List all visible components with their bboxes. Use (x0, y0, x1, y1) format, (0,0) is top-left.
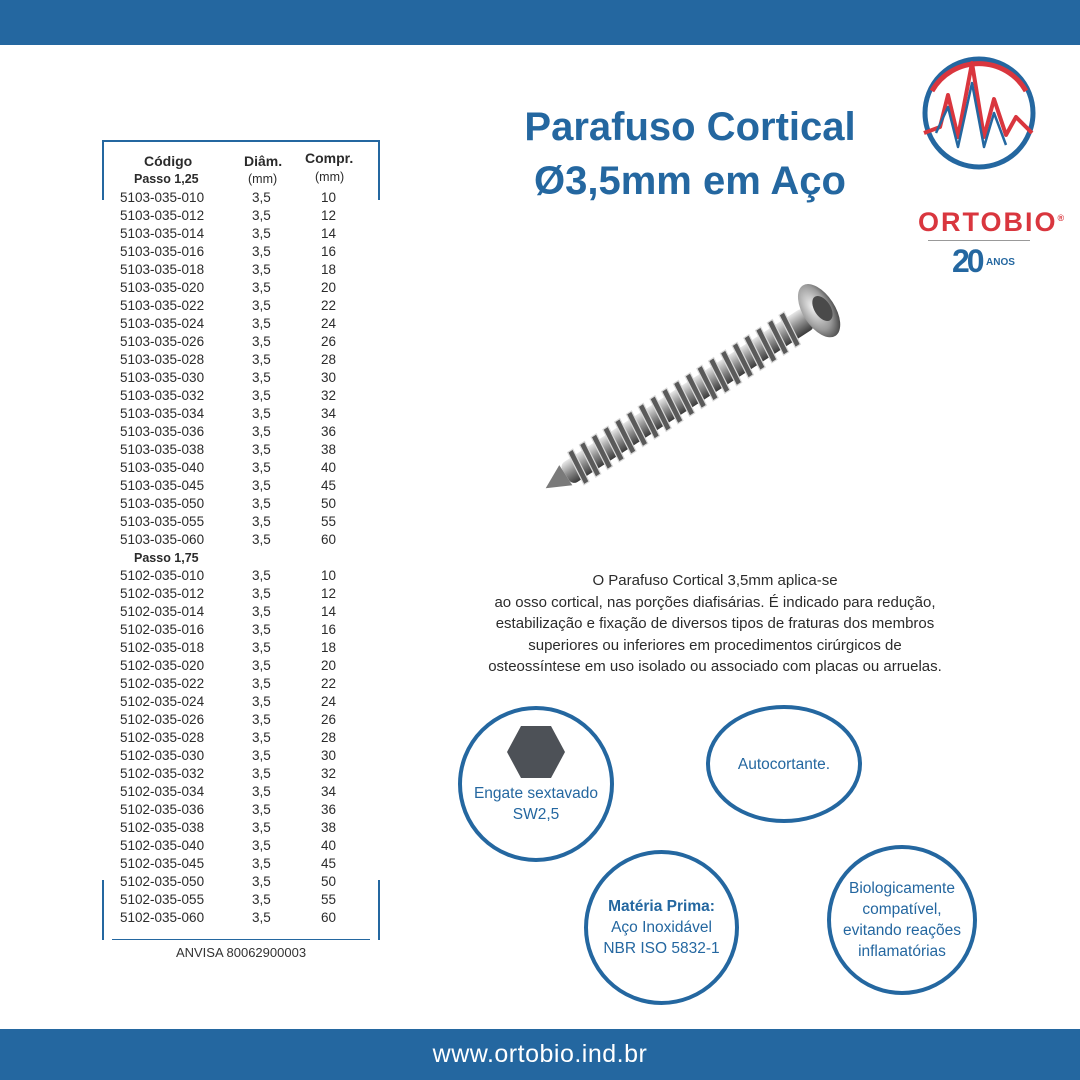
table-row (112, 567, 372, 585)
passo-2-row (112, 549, 372, 567)
passo-2: Passo 1,75 (134, 551, 199, 565)
hexagon-icon (506, 724, 566, 780)
cell-codigo: 5102-035-010 (120, 568, 205, 583)
cell-compr: 16 (321, 244, 337, 259)
cell-diam: 3,5 (252, 910, 271, 925)
table-row (112, 675, 372, 693)
cell-diam: 3,5 (252, 658, 271, 673)
cell-diam: 3,5 (252, 766, 271, 781)
cell-diam: 3,5 (252, 478, 271, 493)
table-row (112, 351, 372, 369)
cell-codigo: 5103-035-038 (120, 442, 205, 457)
table-row (112, 297, 372, 315)
ortobio-logo (918, 55, 1067, 279)
cell-codigo: 5102-035-038 (120, 820, 205, 835)
cell-diam: 3,5 (252, 802, 271, 817)
cell-codigo: 5102-035-050 (120, 874, 205, 889)
product-table (112, 150, 372, 927)
table-row (112, 477, 372, 495)
table-row (112, 315, 372, 333)
cell-compr: 26 (321, 712, 337, 727)
table-row (112, 855, 372, 873)
cell-codigo: 5102-035-040 (120, 838, 205, 853)
cell-codigo: 5103-035-050 (120, 496, 205, 511)
cell-compr: 38 (321, 442, 337, 457)
table-row (112, 585, 372, 603)
cell-compr: 26 (321, 334, 337, 349)
cell-compr: 10 (321, 568, 337, 583)
cell-codigo: 5103-035-040 (120, 460, 205, 475)
table-row (112, 837, 372, 855)
cell-diam: 3,5 (252, 280, 271, 295)
table-row (112, 531, 372, 549)
cell-codigo: 5102-035-032 (120, 766, 205, 781)
cell-diam: 3,5 (252, 262, 271, 277)
cell-compr: 34 (321, 406, 337, 421)
cell-compr: 38 (321, 820, 337, 835)
cell-diam: 3,5 (252, 586, 271, 601)
page-title (480, 100, 900, 208)
table-row (112, 261, 372, 279)
cell-diam: 3,5 (252, 190, 271, 205)
cell-compr: 18 (321, 262, 337, 277)
table-row (112, 621, 372, 639)
col-compr: Compr. (305, 150, 354, 166)
table-row (112, 783, 372, 801)
col-diam: Diâm. (244, 153, 283, 169)
cell-compr: 40 (321, 838, 337, 853)
cell-diam: 3,5 (252, 784, 271, 799)
cell-compr: 12 (321, 586, 337, 601)
cell-codigo: 5102-035-055 (120, 892, 205, 907)
cell-compr: 32 (321, 388, 337, 403)
col-codigo: Código (144, 153, 193, 169)
cell-compr: 60 (321, 910, 337, 925)
cell-diam: 3,5 (252, 568, 271, 583)
table-row (112, 513, 372, 531)
cell-compr: 24 (321, 316, 337, 331)
cell-diam: 3,5 (252, 748, 271, 763)
cell-codigo: 5103-035-024 (120, 316, 205, 331)
table-row (112, 441, 372, 459)
cell-diam: 3,5 (252, 532, 271, 547)
table-row (112, 405, 372, 423)
cell-diam: 3,5 (252, 874, 271, 889)
cell-diam: 3,5 (252, 622, 271, 637)
table-row (112, 333, 372, 351)
cell-diam: 3,5 (252, 424, 271, 439)
table-row (112, 207, 372, 225)
table-row (112, 225, 372, 243)
cell-diam: 3,5 (252, 244, 271, 259)
cell-diam: 3,5 (252, 406, 271, 421)
feature-engate: Engate sextavado SW2,5 (458, 706, 614, 862)
cell-compr: 14 (321, 226, 337, 241)
cell-compr: 18 (321, 640, 337, 655)
cell-compr: 34 (321, 784, 337, 799)
logo-wordmark: ORTOBIO® (918, 207, 1067, 237)
cell-compr: 20 (321, 280, 337, 295)
website-link[interactable]: www.ortobio.ind.br (432, 1040, 648, 1068)
cell-compr: 50 (321, 496, 337, 511)
cell-codigo: 5103-035-016 (120, 244, 205, 259)
cell-diam: 3,5 (252, 604, 271, 619)
cell-compr: 32 (321, 766, 337, 781)
cell-codigo: 5103-035-045 (120, 478, 205, 493)
screw-image (510, 258, 890, 518)
title-line-1: Parafuso Cortical (524, 105, 856, 149)
cell-codigo: 5103-035-060 (120, 532, 205, 547)
table-subheader (112, 172, 372, 189)
cell-compr: 10 (321, 190, 337, 205)
cell-codigo: 5103-035-034 (120, 406, 205, 421)
table-row (112, 819, 372, 837)
cell-diam: 3,5 (252, 334, 271, 349)
table-row (112, 891, 372, 909)
table-row (112, 657, 372, 675)
cell-codigo: 5103-035-055 (120, 514, 205, 529)
cell-diam: 3,5 (252, 496, 271, 511)
table-row (112, 279, 372, 297)
table-row (112, 243, 372, 261)
cell-compr: 28 (321, 730, 337, 745)
table-row (112, 369, 372, 387)
cell-compr: 28 (321, 352, 337, 367)
cell-codigo: 5103-035-014 (120, 226, 205, 241)
top-bar (0, 0, 1080, 45)
cell-codigo: 5102-035-036 (120, 802, 205, 817)
cell-codigo: 5102-035-045 (120, 856, 205, 871)
cell-codigo: 5103-035-020 (120, 280, 205, 295)
logo-emblem-icon (918, 55, 1040, 205)
table-row (112, 873, 372, 891)
table-row (112, 459, 372, 477)
cell-compr: 30 (321, 370, 337, 385)
footer-bar (0, 1029, 1080, 1080)
table-row (112, 909, 372, 927)
cell-compr: 22 (321, 676, 337, 691)
cell-codigo: 5102-035-022 (120, 676, 205, 691)
table-row (112, 801, 372, 819)
cell-codigo: 5102-035-034 (120, 784, 205, 799)
cell-codigo: 5103-035-036 (120, 424, 205, 439)
cell-diam: 3,5 (252, 820, 271, 835)
cell-codigo: 5102-035-016 (120, 622, 205, 637)
twenty-years-badge: 20 ANOS (952, 243, 1015, 279)
cell-diam: 3,5 (252, 298, 271, 313)
table-row (112, 747, 372, 765)
cell-compr: 22 (321, 298, 337, 313)
cell-codigo: 5103-035-022 (120, 298, 205, 313)
feature-autocortante: Autocortante. (706, 705, 862, 823)
table-row (112, 189, 372, 207)
cell-diam: 3,5 (252, 460, 271, 475)
cell-codigo: 5102-035-030 (120, 748, 205, 763)
cell-codigo: 5103-035-026 (120, 334, 205, 349)
cell-compr: 16 (321, 622, 337, 637)
cell-compr: 40 (321, 460, 337, 475)
cell-diam: 3,5 (252, 370, 271, 385)
table-row (112, 765, 372, 783)
cell-diam: 3,5 (252, 514, 271, 529)
cell-compr: 36 (321, 424, 337, 439)
table-row (112, 387, 372, 405)
cell-compr: 50 (321, 874, 337, 889)
cell-compr: 45 (321, 478, 337, 493)
title-line-2: Ø3,5mm em Aço (534, 159, 846, 203)
cell-codigo: 5102-035-026 (120, 712, 205, 727)
feature-materia-prima: Matéria Prima: Aço Inoxidável NBR ISO 5832-1 (584, 850, 739, 1005)
cell-codigo: 5102-035-020 (120, 658, 205, 673)
cell-codigo: 5102-035-028 (120, 730, 205, 745)
cell-codigo: 5103-035-028 (120, 352, 205, 367)
cell-diam: 3,5 (252, 352, 271, 367)
cell-compr: 36 (321, 802, 337, 817)
cell-codigo: 5102-035-018 (120, 640, 205, 655)
cell-codigo: 5102-035-014 (120, 604, 205, 619)
cell-codigo: 5103-035-018 (120, 262, 205, 277)
table-row (112, 711, 372, 729)
cell-diam: 3,5 (252, 388, 271, 403)
table-row (112, 495, 372, 513)
cell-diam: 3,5 (252, 694, 271, 709)
table-row (112, 423, 372, 441)
cell-diam: 3,5 (252, 208, 271, 223)
cell-codigo: 5103-035-030 (120, 370, 205, 385)
cell-diam: 3,5 (252, 838, 271, 853)
unit-diam: (mm) (248, 172, 278, 186)
cell-codigo: 5102-035-024 (120, 694, 205, 709)
cell-diam: 3,5 (252, 226, 271, 241)
table-row (112, 729, 372, 747)
cell-compr: 55 (321, 892, 337, 907)
passo-1: Passo 1,25 (134, 172, 199, 186)
table-row (112, 693, 372, 711)
product-description: O Parafuso Cortical 3,5mm aplica-se ao osso cortical, nas porções diafisárias. É indicado para redução, estabilização e fixação de diversos tipos de fraturas dos membros superiores ou inferiores em procedimentos cirúrgicos de osteossíntese em uso isolado ou associado com placas ou arruelas. (488, 572, 942, 675)
cell-compr: 20 (321, 658, 337, 673)
unit-compr: (mm) (315, 170, 345, 184)
cell-diam: 3,5 (252, 712, 271, 727)
cell-codigo: 5103-035-010 (120, 190, 205, 205)
anvisa-number: ANVISA 80062900003 (175, 945, 307, 960)
cell-diam: 3,5 (252, 640, 271, 655)
cell-diam: 3,5 (252, 442, 271, 457)
cell-diam: 3,5 (252, 676, 271, 691)
cell-diam: 3,5 (252, 730, 271, 745)
cell-diam: 3,5 (252, 892, 271, 907)
table-row (112, 603, 372, 621)
cell-codigo: 5103-035-012 (120, 208, 205, 223)
feature-biocompatible: Biologicamente compatível, evitando reações inflamatórias (827, 845, 977, 995)
cell-compr: 14 (321, 604, 337, 619)
cell-codigo: 5103-035-032 (120, 388, 205, 403)
cell-compr: 55 (321, 514, 337, 529)
cell-codigo: 5102-035-060 (120, 910, 205, 925)
cell-compr: 24 (321, 694, 337, 709)
cell-compr: 30 (321, 748, 337, 763)
cell-codigo: 5102-035-012 (120, 586, 205, 601)
cell-compr: 45 (321, 856, 337, 871)
cell-diam: 3,5 (252, 316, 271, 331)
table-row (112, 639, 372, 657)
cell-compr: 12 (321, 208, 337, 223)
cell-diam: 3,5 (252, 856, 271, 871)
cell-compr: 60 (321, 532, 337, 547)
